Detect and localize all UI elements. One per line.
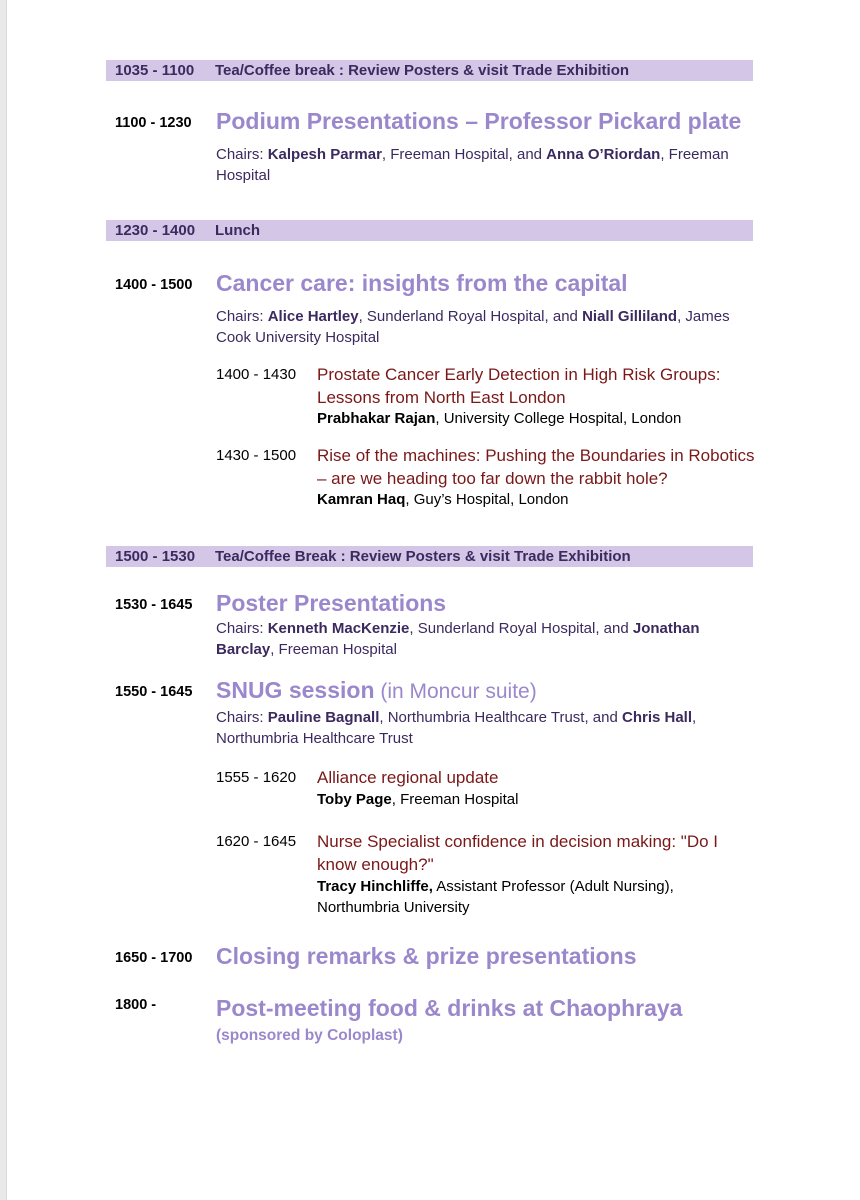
- speaker-name: Tracy Hinchliffe,: [317, 878, 433, 895]
- talk-title: Rise of the machines: Pushing the Boundaries in Robotics – are we heading too far down the rabbit hole?: [317, 446, 755, 488]
- chairs-prefix: Chairs:: [216, 146, 268, 163]
- post-sponsor: (sponsored by Coloplast): [216, 1027, 403, 1044]
- chairs-prefix: Chairs:: [216, 709, 268, 726]
- chair-name: Niall Gilliland: [582, 308, 678, 325]
- poster-time: 1530 - 1645: [115, 597, 193, 613]
- speaker-affiliation: Assistant Professor (Adult Nursing), Northumbria University: [317, 878, 674, 916]
- speaker-name: Toby Page: [317, 791, 392, 808]
- chair-name: Alice Hartley: [267, 308, 359, 325]
- chair-name: Pauline Bagnall: [267, 709, 380, 726]
- talk-speaker: [317, 876, 757, 918]
- talk-speaker: [317, 489, 757, 510]
- chair-affiliation: , Sunderland Royal Hospital, and: [358, 308, 583, 325]
- talk-speaker: [317, 789, 757, 810]
- talk-title: Prostate Cancer Early Detection in High Risk Groups: Lessons from North East London: [317, 365, 721, 407]
- band-time: 1035 - 1100: [115, 62, 195, 79]
- chair-name: Kalpesh Parmar: [267, 146, 382, 163]
- podium-title: Podium Presentations – Professor Pickard plate: [216, 108, 742, 134]
- post-title: Post-meeting food & drinks at Chaophraya: [216, 995, 683, 1021]
- snug-title: [216, 677, 537, 704]
- chairs-prefix: Chairs:: [216, 308, 268, 325]
- break-band-morning: [106, 60, 753, 81]
- chair-name: Jonathan Barclay: [216, 620, 700, 658]
- talk-speaker: [317, 408, 757, 429]
- closing-title: Closing remarks & prize presentations: [216, 943, 637, 969]
- podium-chairs: [216, 144, 746, 186]
- talk-time: 1555 - 1620: [216, 769, 297, 786]
- chair-affiliation: , James Cook University Hospital: [216, 308, 730, 346]
- talk-title: Alliance regional update: [317, 768, 499, 787]
- snug-title-text: SNUG session: [216, 677, 375, 703]
- talk-title: Nurse Specialist confidence in decision making: "Do I know enough?": [317, 832, 719, 874]
- band-label: Tea/Coffee Break : Review Posters & visit Trade Exhibition: [215, 548, 631, 565]
- talk-time: 1620 - 1645: [216, 833, 297, 850]
- cancer-chairs: [216, 306, 746, 348]
- chair-name: Chris Hall: [622, 709, 693, 726]
- band-time: 1230 - 1400: [115, 222, 196, 239]
- page-edge: [0, 0, 7, 1200]
- talk-time: 1430 - 1500: [216, 447, 297, 464]
- speaker-name: Prabhakar Rajan: [317, 410, 436, 427]
- lunch-band: [106, 220, 753, 241]
- band-label: Tea/Coffee break : Review Posters & visit Trade Exhibition: [215, 62, 630, 79]
- snug-location-note: (in Moncur suite): [374, 680, 537, 703]
- speaker-name: Kamran Haq: [317, 491, 406, 508]
- snug-time: 1550 - 1645: [115, 684, 193, 700]
- speaker-affiliation: , Guy’s Hospital, London: [405, 491, 569, 508]
- chair-affiliation: , Freeman Hospital, and: [381, 146, 547, 163]
- poster-chairs: [216, 618, 746, 660]
- podium-time: 1100 - 1230: [115, 115, 192, 131]
- chair-name: Anna O’Riordan: [546, 146, 661, 163]
- chair-affiliation: , Northumbria Healthcare Trust: [216, 709, 697, 747]
- band-label: Lunch: [215, 222, 260, 239]
- cancer-title: Cancer care: insights from the capital: [216, 270, 628, 296]
- chair-affiliation: , Northumbria Healthcare Trust, and: [379, 709, 622, 726]
- chairs-prefix: Chairs:: [216, 620, 268, 637]
- break-band-afternoon: [106, 546, 753, 567]
- post-time: 1800 -: [115, 997, 157, 1013]
- chair-name: Kenneth MacKenzie: [267, 620, 410, 637]
- snug-chairs: [216, 707, 746, 749]
- cancer-time: 1400 - 1500: [115, 277, 193, 293]
- chair-affiliation: , Freeman Hospital: [270, 641, 397, 658]
- speaker-affiliation: , University College Hospital, London: [435, 410, 682, 427]
- closing-time: 1650 - 1700: [115, 950, 193, 966]
- band-time: 1500 - 1530: [115, 548, 196, 565]
- talk-time: 1400 - 1430: [216, 366, 297, 383]
- speaker-affiliation: , Freeman Hospital: [391, 791, 519, 808]
- chair-affiliation: , Freeman Hospital: [216, 146, 729, 184]
- poster-title: Poster Presentations: [216, 590, 447, 616]
- chair-affiliation: , Sunderland Royal Hospital, and: [409, 620, 633, 637]
